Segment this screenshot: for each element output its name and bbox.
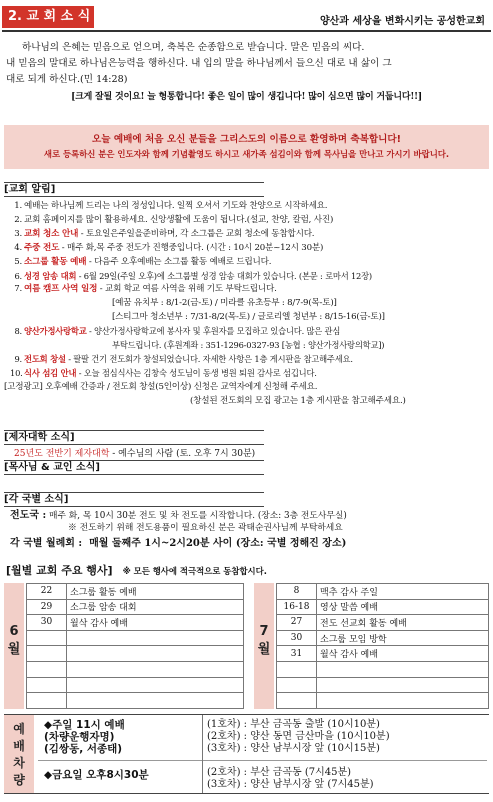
verse-line: 대로 되게 하신다.(민 14:28) xyxy=(6,74,128,85)
mission-line: ※ 전도하기 위해 전도용품이 필요하신 분은 곽태순권사님께 부탁하세요 xyxy=(68,523,343,533)
schedule-event xyxy=(67,630,244,646)
schedule-date xyxy=(277,661,317,677)
car-routes xyxy=(202,715,487,793)
meeting-line: 각 국별 월례회 : 매월 둘째주 1시~2시20분 사이 (장소: 국별 정해진 장소) xyxy=(10,538,347,549)
seminary-title: [제자대학 소식] xyxy=(4,430,264,445)
schedule-row xyxy=(27,630,244,646)
schedule-event: 소그룹 모임 방학 xyxy=(317,630,489,646)
schedule-title: [월별 교회 주요 행사] ※ 모든 행사에 적극적으로 동참합시다. xyxy=(6,564,267,577)
schedule-event xyxy=(67,661,244,677)
schedule-row xyxy=(277,677,489,693)
schedule-event xyxy=(317,661,489,677)
fixed-ad-line: [고정광고] 오후예배 간증과 / 전도회 창설(5인이상) 신청은 교역자에게 신청해 주세요. xyxy=(4,381,318,392)
camp-schedule-line: [스티그마 청소년부 : 7/31-8/2(목-토) / 글로리엘 청년부 : 8/15-16(금-토)] xyxy=(112,312,385,323)
mission-line: 전도국 : 매주 화, 목 10시 30분 전도 및 차 전도를 시작합니다. (장소: 3층 전도사무실) xyxy=(10,510,347,521)
schedule-event: 영상 말씀 예배 xyxy=(317,599,489,615)
schedule-date: 29 xyxy=(27,599,67,615)
schedule-event: 소그룹 활동 예배 xyxy=(67,584,244,600)
seminary-line: 25년도 전반기 제자대학 - 예수님의 사람 (토. 오후 7시 30분) xyxy=(14,449,256,459)
verse-block xyxy=(6,40,487,105)
camp-schedule-line: [예꿈 유치부 : 8/1-2(금-토) / 미라클 유초등부 : 8/7-9(목-토)] xyxy=(112,298,337,309)
notices-title: [교회 알림] xyxy=(4,182,264,197)
sunday-routes: (1호차) : 부산 금곡동 출발 (10시10분) (2호차) : 양산 동면 금산마을 (10시10분) (3호차) : 양산 남부시장 앞 (10시15분) xyxy=(203,715,487,761)
schedule-row xyxy=(277,630,489,646)
friday-routes: (2호차) : 부산 금곡동 (7시45분) (3호차) : 양산 남부시장 앞 (7시45분) xyxy=(207,767,374,790)
schedule-row xyxy=(27,599,244,615)
service-car-block xyxy=(4,714,489,794)
welcome-line: 새로 등록하신 분은 인도자와 함께 기념촬영도 하시고 새가족 섬김이와 함께 목사님을 만나고 가시기 바랍니다. xyxy=(43,149,450,159)
schedule-row xyxy=(27,615,244,631)
schedule-row xyxy=(277,661,489,677)
verse-line: 내 믿음의 말대로 하나님은능력을 행하신다. 내 입의 말을 하나님께서 들으신 대로 내 삶이 그 xyxy=(6,58,392,69)
verse-emphasis: [크게 잘될 것이요! 늘 형통합니다! 좋은 일이 많이 생깁니다! 많이 심으면 많이 거둡니다!!] xyxy=(71,92,422,102)
notice-continuation: 부탁드립니다. (후원계좌 : 351-1296-0327-93 [농협 : 양산가정사랑의학교]) xyxy=(112,340,385,351)
notice-item: 6. 성경 암송 대회 - 6월 29일(주일 오후)에 소그룹별 성경 암송 대회가 있습니다. (본문 : 로마서 12장) xyxy=(14,270,372,281)
welcome-banner xyxy=(4,125,489,169)
schedule-event: 월삭 감사 예배 xyxy=(317,646,489,662)
schedule-event: 전도 선교회 활동 예배 xyxy=(317,615,489,631)
friday-service: ◆금요일 오후8시30분 xyxy=(44,769,149,781)
schedule-event: 맥추 감사 주일 xyxy=(317,584,489,600)
schedule-row xyxy=(277,599,489,615)
july-table xyxy=(276,583,489,709)
notice-item: 2. 교회 홈페이지를 많이 활용하세요. 신앙생활에 도움이 됩니다.(설교, 찬양, 칼럼, 사진) xyxy=(14,214,334,225)
notices-list xyxy=(4,200,487,409)
notice-item: 5. 소그룹 활동 예배 - 다음주 오후예배는 소그룹 활동 예배로 드립니다. xyxy=(14,256,272,267)
schedule-date: 27 xyxy=(277,615,317,631)
sunday-service: ◆주일 11시 예배 (차량운행자명) (김쌍동, 서종태) xyxy=(38,715,202,761)
schedule-date: 22 xyxy=(27,584,67,600)
schedule-date: 16-18 xyxy=(277,599,317,615)
notice-item: 9. 전도회 창설 - 팔팔 건기 전도회가 창설되었습니다. 자세한 사항은 1층 게시판을 참고해주세요. xyxy=(14,353,353,364)
car-services xyxy=(38,715,202,793)
notice-item: 10. 식사 섬김 안내 - 오늘 점심식사는 김창숙 성도님이 동생 병원 퇴원 감사로 섬깁니다. xyxy=(10,367,317,378)
notice-item: 3. 교회 청소 안내 - 토요일은주일을준비하며, 각 소그룹은 교회 청소에 동참합시다. xyxy=(14,228,315,239)
schedule-date xyxy=(27,630,67,646)
schedule-event: 소그룹 암송 대회 xyxy=(67,599,244,615)
schedule-row xyxy=(277,615,489,631)
schedule-date xyxy=(27,661,67,677)
section-tag: 2. 교 회 소 식 xyxy=(2,6,94,28)
car-label: 예 배 차 량 xyxy=(4,715,34,793)
schedule-table xyxy=(4,583,489,711)
june-table xyxy=(26,583,244,709)
schedule-date xyxy=(277,693,317,709)
mission-title: [각 국별 소식] xyxy=(4,492,264,507)
schedule-date xyxy=(27,677,67,693)
fixed-ad-line: (창설된 전도회의 모집 광고는 1층 게시판을 참고해주세요.) xyxy=(190,395,406,406)
verse-line: 하나님의 은혜는 믿음으로 얻으며, 축복은 순종함으로 받습니다. 말은 믿음의 씨다. xyxy=(22,42,365,53)
notice-item: 4. 주중 전도 - 매주 화,목 주중 전도가 진행중입니다. (시간 : 10시 20분~12시 30분) xyxy=(14,242,324,253)
schedule-event: 월삭 감사 예배 xyxy=(67,615,244,631)
notice-item: 8. 양산가정사랑학교 - 양산가정사랑학교에 봉사자 및 후원자를 모집하고 있습니다. 많은 관심 xyxy=(14,326,341,337)
schedule-date: 31 xyxy=(277,646,317,662)
schedule-date xyxy=(27,693,67,709)
schedule-row xyxy=(27,646,244,662)
mission-block xyxy=(10,510,488,550)
schedule-event xyxy=(67,693,244,709)
notice-item: 7. 여름 캠프 사역 일정 - 교회 학교 여름 사역을 위해 기도 부탁드립니다. xyxy=(14,284,277,295)
schedule-row xyxy=(27,693,244,709)
schedule-event xyxy=(67,677,244,693)
schedule-date: 30 xyxy=(27,615,67,631)
schedule-row xyxy=(27,584,244,600)
schedule-date: 30 xyxy=(277,630,317,646)
schedule-date xyxy=(27,646,67,662)
month-label-july: 7 월 xyxy=(254,583,274,709)
pastor-news-title: [목사님 & 교인 소식] xyxy=(4,460,264,475)
schedule-row xyxy=(277,584,489,600)
schedule-row xyxy=(27,677,244,693)
month-label-june: 6 월 xyxy=(4,583,24,709)
schedule-row xyxy=(277,693,489,709)
schedule-date: 8 xyxy=(277,584,317,600)
schedule-event xyxy=(67,646,244,662)
section-header xyxy=(2,4,491,32)
welcome-line: 오늘 예배에 처음 오신 분들을 그리스도의 이름으로 환영하며 축복합니다! xyxy=(91,134,402,145)
schedule-date xyxy=(277,677,317,693)
schedule-row xyxy=(27,661,244,677)
schedule-row xyxy=(277,646,489,662)
schedule-event xyxy=(317,677,489,693)
church-slogan: 양산과 세상을 변화시키는 공성한교회 xyxy=(319,16,485,27)
notice-item: 1. 예배는 하나님께 드리는 나의 정성입니다. 일찍 오셔서 기도와 찬양으로 시작하세요. xyxy=(14,201,328,211)
schedule-event xyxy=(317,693,489,709)
